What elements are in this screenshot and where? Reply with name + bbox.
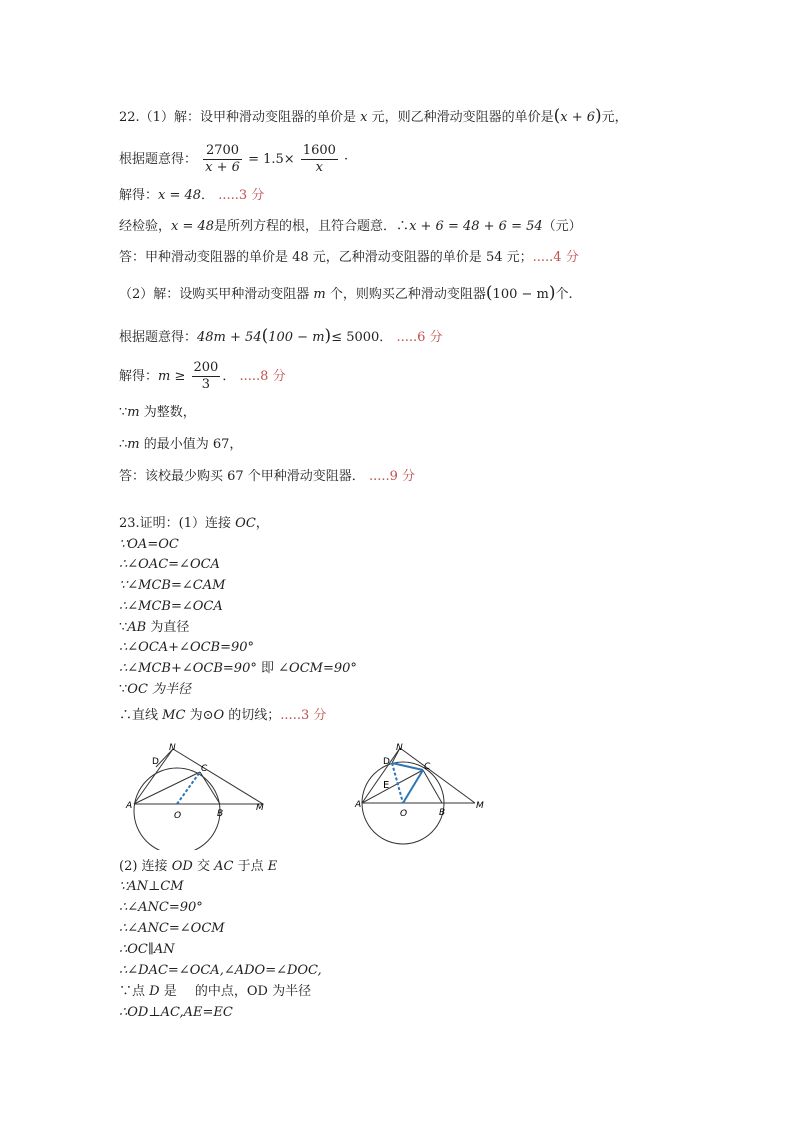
label-n: N xyxy=(169,743,176,753)
q22-line-5: 答：甲种滑动变阻器的单价是 48 元，乙种滑动变阻器的单价是 54 元；.....4 分 xyxy=(119,250,579,265)
q22-line-10: ∴m 的最小值为 67， xyxy=(119,437,243,452)
line-an xyxy=(362,748,400,803)
label-d: D xyxy=(383,757,390,767)
line-dc-blue xyxy=(392,763,423,770)
label-o: O xyxy=(400,809,408,819)
q23-p2-line-6: ∴∠DAC=∠OCA,∠ADO=∠DOC, xyxy=(119,963,322,978)
q23-p2-line-2: ∵AN⊥CM xyxy=(119,879,184,894)
label-b: B xyxy=(439,808,446,818)
q23-p2-line-7: ∵点 D 是 的中点，OD 为半径 xyxy=(119,984,312,999)
label-a: A xyxy=(355,800,362,810)
label-n: N xyxy=(396,743,403,753)
label-d: D xyxy=(152,757,159,767)
q23-p2-line-3: ∴∠ANC=90° xyxy=(119,900,203,915)
label-b: B xyxy=(217,809,224,819)
q22-line-2: 根据题意得： $\frac{2700}{x + 6}$ = 1.5× $\frac{1600}{x}$ · xyxy=(119,143,349,175)
q23-p2-line-4: ∴∠ANC=∠OCM xyxy=(119,921,225,936)
label-m: M xyxy=(476,801,484,811)
q23-line-10: ∴直线 MC 为⊙O 的切线；.....3 分 xyxy=(119,708,327,723)
figure-2 xyxy=(350,740,510,850)
score-mark: .....3 分 xyxy=(280,708,327,723)
q22-line-11: 答：该校最少购买 67 个甲种滑动变阻器． .....9 分 xyxy=(119,469,416,484)
q23-line-5: ∴∠MCB=∠OCA xyxy=(119,599,223,614)
line-oc-dashed xyxy=(177,772,200,804)
line-nm xyxy=(173,749,263,804)
q23-line-1: 23.证明：(1）连接 OC， xyxy=(119,516,269,531)
label-o: O xyxy=(174,811,182,821)
q22-line-1: 22.（1）解：设甲种滑动变阻器的单价是 x 元，则乙种滑动变阻器的单价是(x + 6)元， xyxy=(119,106,628,126)
circle-o xyxy=(134,768,220,850)
score-mark: .....6 分 xyxy=(396,330,443,345)
line-ac xyxy=(134,772,200,804)
fraction-200-3: $\frac{200}{3}$ xyxy=(193,360,219,392)
q23-line-7: ∴∠OCA+∠OCB=90° xyxy=(119,640,255,655)
score-mark: .....8 分 xyxy=(239,369,286,384)
q22-line-9: ∵m 为整数， xyxy=(119,405,196,420)
score-mark: .....9 分 xyxy=(368,469,416,484)
q22-line-4: 经检验，x = 48是所列方程的根，且符合题意．∴x + 6 = 48 + 6 = 54（元） xyxy=(119,219,582,234)
score-mark: .....3 分 xyxy=(218,188,265,203)
q23-p2-line-5: ∴OC∥AN xyxy=(119,942,175,957)
q23-line-2: ∵OA=OC xyxy=(119,537,179,552)
score-mark: .....4 分 xyxy=(532,250,579,265)
label-a: A xyxy=(126,801,133,811)
q22-line-8: 解得：m ≥ $\frac{200}{3}$ ． .....8 分 xyxy=(119,360,286,392)
q22-line-7: 根据题意得：48m + 54(100 − m)≤ 5000． .....6 分 xyxy=(119,326,443,346)
q23-line-3: ∴∠OAC=∠OCA xyxy=(119,557,220,572)
line-cb xyxy=(200,772,220,804)
q23-line-8: ∴∠MCB+∠OCB=90° 即 ∠OCM=90° xyxy=(119,661,357,676)
fraction-1600: $\frac{1600}{x}$ xyxy=(302,143,336,175)
figure-1 xyxy=(120,740,280,850)
line-od-dashed xyxy=(392,763,403,803)
q22-line-6: （2）解：设购买甲种滑动变阻器 m 个，则购买乙种滑动变阻器(100 − m)个. xyxy=(119,283,573,303)
q23-p2-line-8: ∴OD⊥AC,AE=EC xyxy=(119,1005,233,1020)
label-e: E xyxy=(383,780,390,791)
q22-line-3: 解得：x = 48． .....3 分 xyxy=(119,188,265,203)
label-c: C xyxy=(424,762,431,772)
q23-p2-line-1: (2) 连接 OD 交 AC 于点 E xyxy=(119,859,278,874)
q23-line-6: ∵AB 为直径 xyxy=(119,620,190,635)
label-m: M xyxy=(256,803,264,813)
label-c: C xyxy=(201,764,208,774)
q23-line-9: ∵OC 为半径 xyxy=(119,682,192,697)
fraction-2700: $\frac{2700}{x + 6}$ xyxy=(205,143,240,175)
q23-line-4: ∵∠MCB=∠CAM xyxy=(119,578,226,593)
